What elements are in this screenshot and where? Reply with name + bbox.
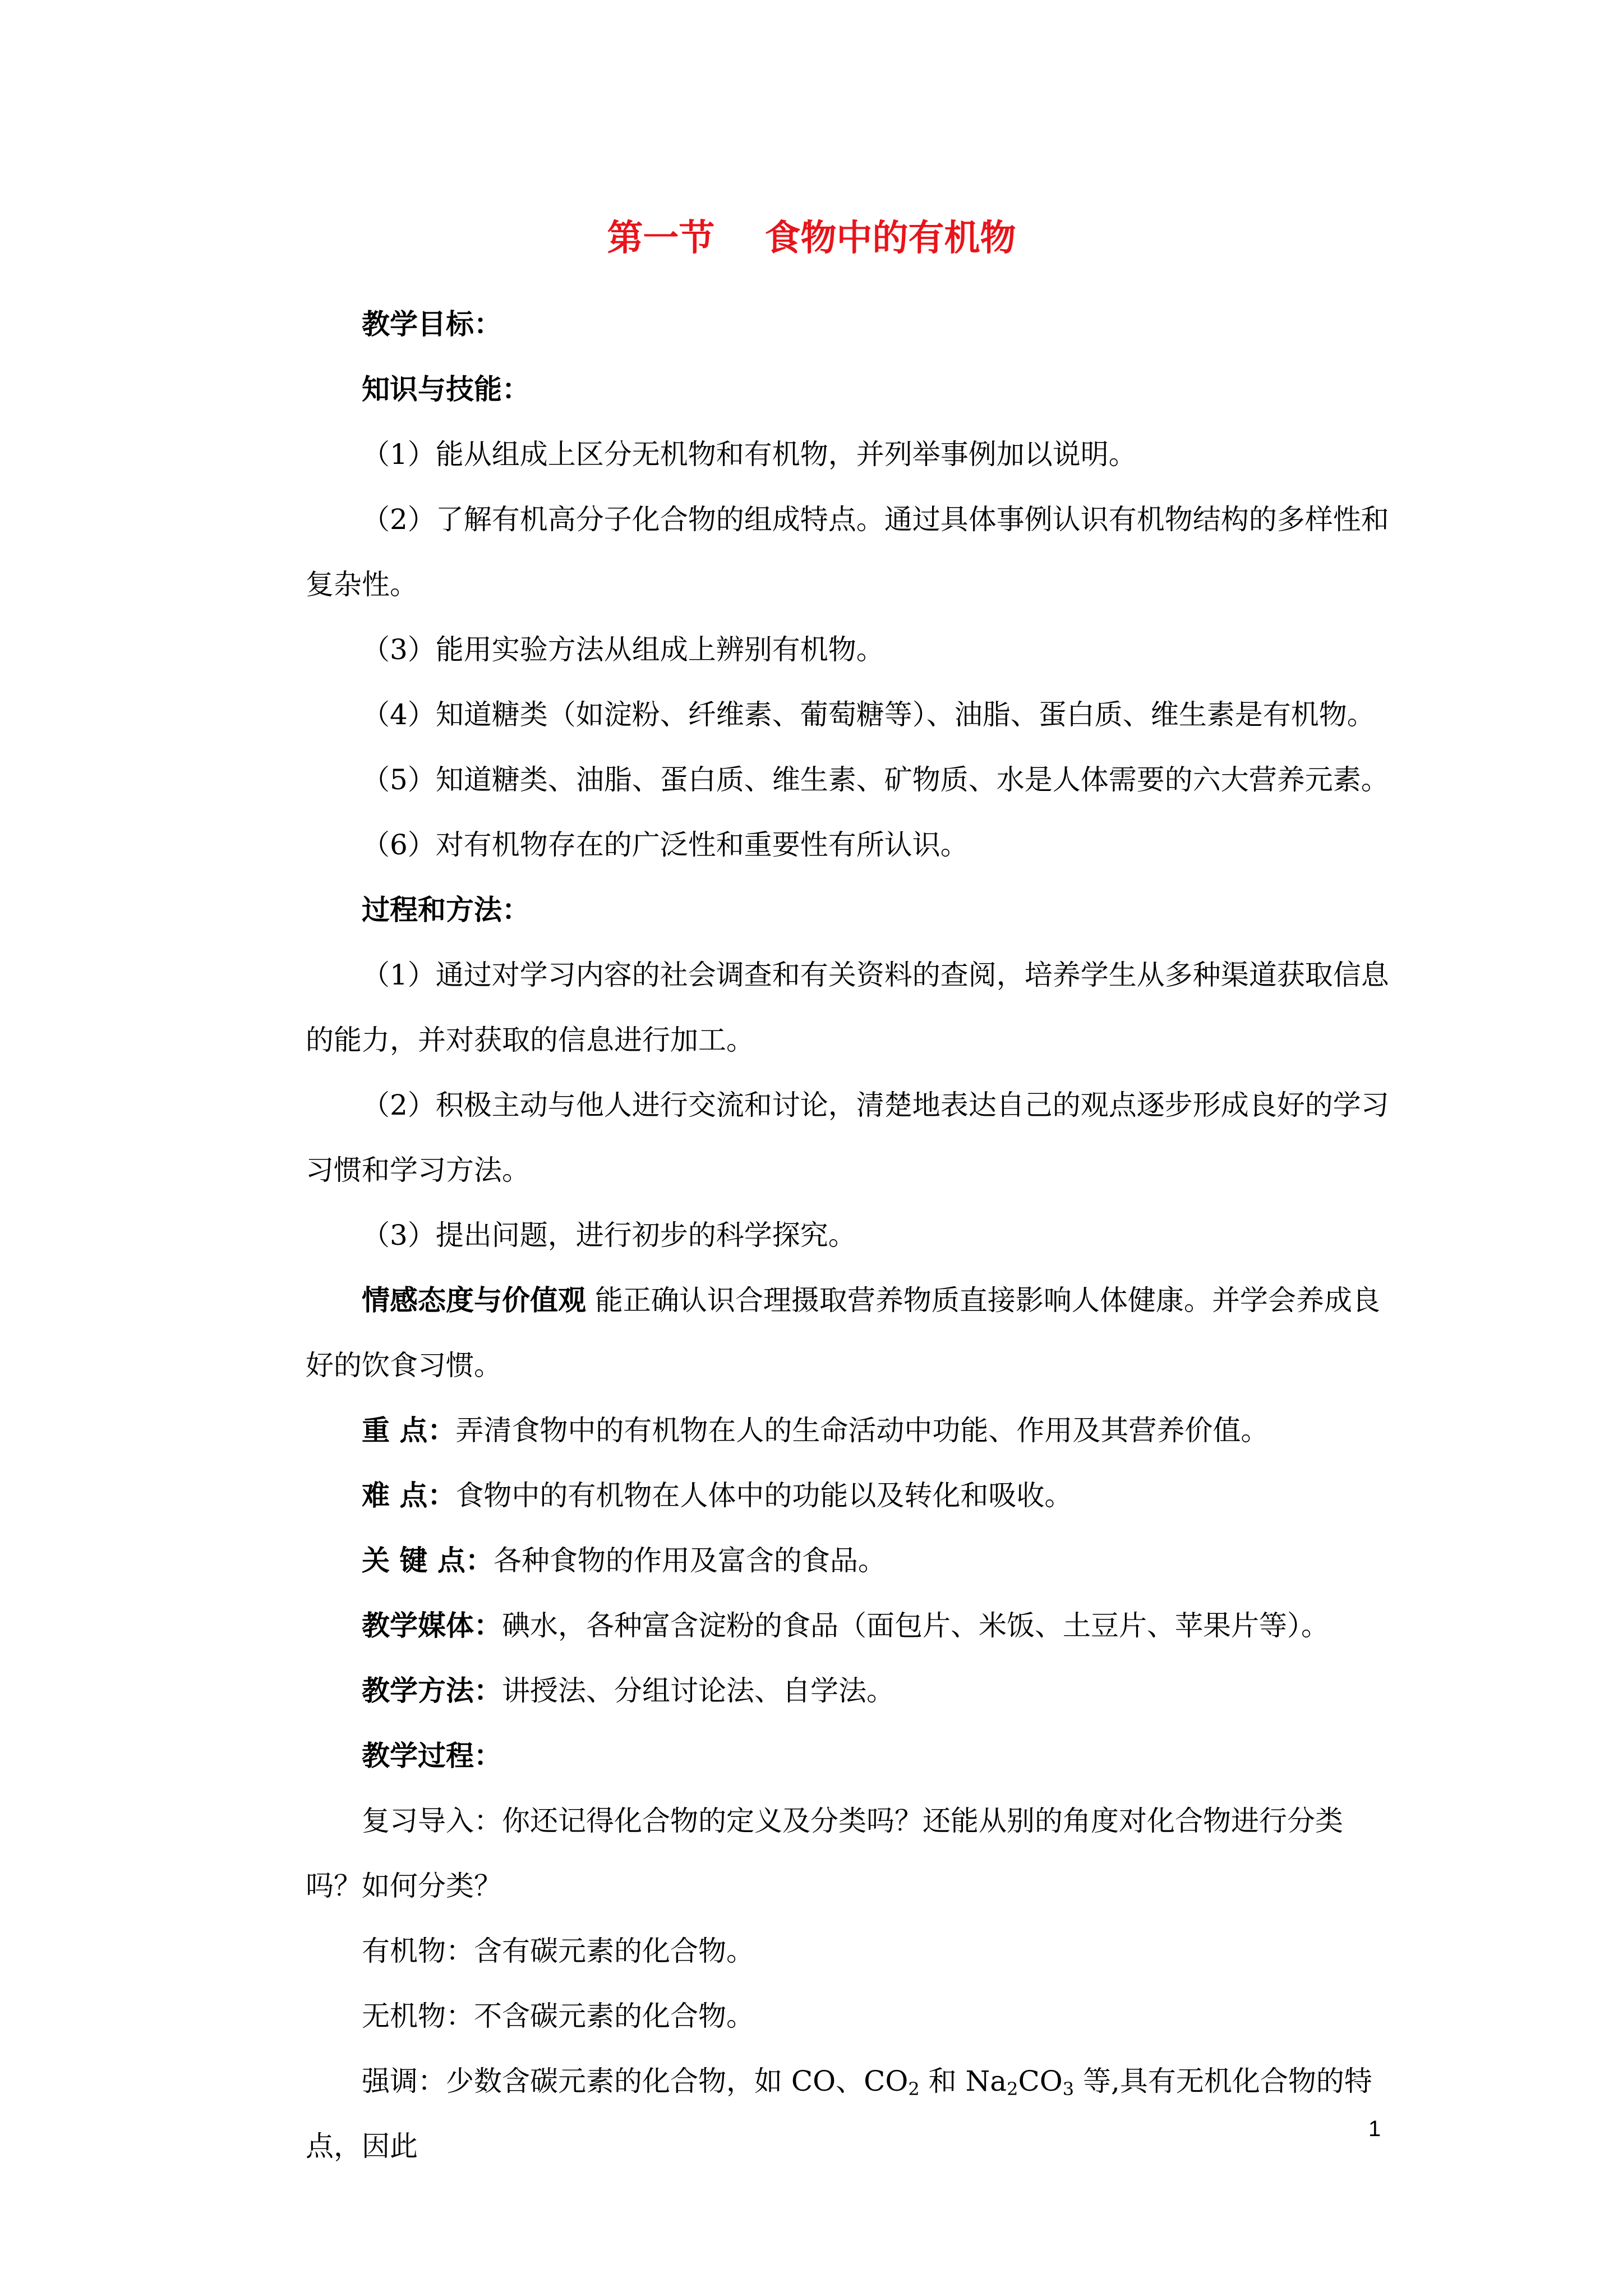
process-item: （1）通过对学习内容的社会调查和有关资料的查阅，培养学生从多种渠道获取信息的能力，并对获取的信息进行加工。 — [306, 959, 1389, 1056]
heading-label: 教学过程： — [362, 1740, 502, 1772]
inorganic-definition: 无机物：不含碳元素的化合物。 — [362, 2000, 754, 2032]
heading-label: 教学目标： — [362, 308, 502, 341]
emotion-label: 情感态度与价值观 — [362, 1284, 586, 1317]
procedure-heading — [306, 1723, 1396, 1788]
media-text: 碘水，各种富含淀粉的食品（面包片、米饭、土豆片、苹果片等）。 — [502, 1609, 1329, 1642]
knowledge-item: （3）能用实验方法从组成上辨别有机物。 — [362, 633, 884, 666]
emphasis-text: 和 Na — [919, 2065, 1007, 2097]
process-heading — [306, 877, 1396, 942]
key-point-label: 重 点： — [362, 1414, 456, 1447]
method-label: 教学方法： — [362, 1674, 502, 1707]
emphasis-text: CO — [1018, 2065, 1063, 2097]
key-point-line — [306, 1398, 1396, 1463]
crux-line — [306, 1528, 1396, 1593]
method-line — [306, 1658, 1396, 1723]
process-item: （3）提出问题，进行初步的科学探究。 — [362, 1219, 856, 1251]
emphasis-text: 等,具有无机化合物的特点，因此 — [306, 2065, 1372, 2162]
knowledge-item: （5）知道糖类、油脂、蛋白质、维生素、矿物质、水是人体需要的六大营养元素。 — [362, 763, 1389, 796]
page-number: 1 — [1368, 2116, 1381, 2141]
knowledge-item: （4）知道糖类（如淀粉、纤维素、葡萄糖等）、油脂、蛋白质、维生素是有机物。 — [362, 698, 1375, 731]
process-item: （2）积极主动与他人进行交流和讨论，清楚地表达自己的观点逐步形成良好的学习习惯和学习方法。 — [306, 1089, 1389, 1186]
document-body — [306, 292, 1396, 2179]
heading-label: 知识与技能： — [362, 373, 530, 406]
media-label: 教学媒体： — [362, 1609, 502, 1642]
organic-definition: 有机物：含有碳元素的化合物。 — [362, 1935, 754, 1967]
crux-label: 关 键 点： — [362, 1544, 494, 1577]
media-line — [306, 1593, 1396, 1658]
subscript: 2 — [908, 2078, 920, 2100]
difficulty-label: 难 点： — [362, 1479, 456, 1512]
subscript: 3 — [1062, 2078, 1075, 2100]
difficulty-text: 食物中的有机物在人体中的功能以及转化和吸收。 — [455, 1479, 1073, 1512]
emotion-paragraph — [306, 1268, 1396, 1398]
emphasis-text: 强调：少数含碳元素的化合物，如 CO、CO — [362, 2065, 909, 2097]
knowledge-heading — [306, 357, 1396, 422]
heading-label: 过程和方法： — [362, 894, 530, 926]
key-point-text: 弄清食物中的有机物在人的生命活动中功能、作用及其营养价值。 — [455, 1414, 1269, 1447]
review-paragraph: 复习导入：你还记得化合物的定义及分类吗？还能从别的角度对化合物进行分类吗？如何分类？ — [306, 1805, 1343, 1902]
knowledge-item: （6）对有机物存在的广泛性和重要性有所认识。 — [362, 829, 969, 861]
method-text: 讲授法、分组讨论法、自学法。 — [502, 1674, 895, 1707]
emphasis-paragraph — [306, 2049, 1396, 2179]
page-title: 第一节 食物中的有机物 — [607, 218, 1016, 259]
objectives-heading — [306, 292, 1396, 357]
knowledge-item: （1）能从组成上区分无机物和有机物，并列举事例加以说明。 — [362, 438, 1137, 471]
knowledge-item: （2）了解有机高分子化合物的组成特点。通过具体事例认识有机物结构的多样性和复杂性。 — [306, 503, 1389, 601]
difficulty-line — [306, 1463, 1396, 1528]
subscript: 2 — [1007, 2078, 1018, 2100]
emotion-text: 能正确认识合理摄取营养物质直接影响人体健康。并学会养成良好的饮食习惯。 — [306, 1284, 1380, 1382]
crux-text: 各种食物的作用及富含的食品。 — [493, 1544, 886, 1577]
